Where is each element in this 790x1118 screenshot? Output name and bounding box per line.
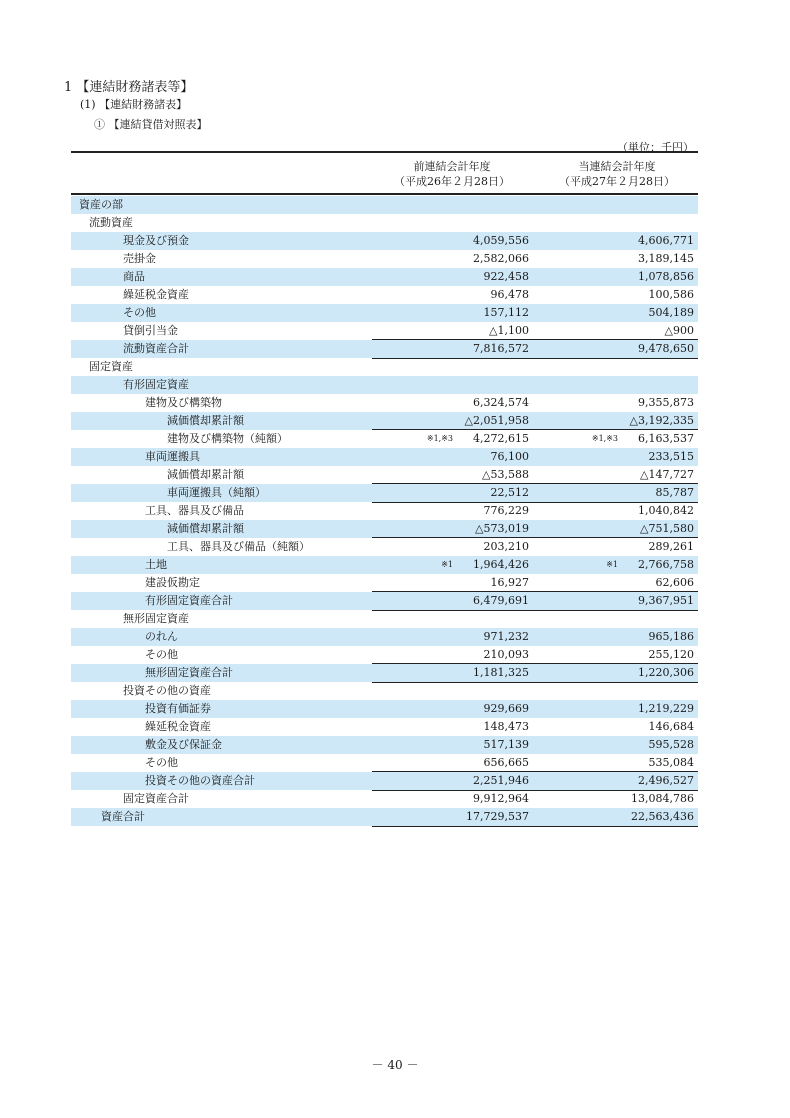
prior-value: 7,816,572 — [473, 342, 529, 355]
balance-sheet-table — [71, 196, 698, 826]
prior-value: 6,479,691 — [473, 594, 529, 607]
current-value: 1,219,229 — [638, 702, 694, 715]
column-header-date: （平成27年２月28日） — [559, 175, 675, 188]
row-label: 建設仮勘定 — [145, 576, 200, 589]
prior-value: 203,210 — [483, 540, 529, 553]
current-value: 9,478,650 — [638, 342, 694, 355]
table-row — [71, 574, 698, 592]
header-bottom-rule — [71, 193, 698, 195]
row-label: 建物及び構築物 — [145, 396, 222, 409]
current-value: 9,355,873 — [638, 396, 694, 409]
table-row — [71, 700, 698, 718]
prior-value: 210,093 — [483, 648, 529, 661]
table-row-subtotal — [71, 790, 698, 808]
current-value: 4,606,771 — [638, 234, 694, 247]
prior-value: 929,669 — [483, 702, 529, 715]
prior-value: 148,473 — [483, 720, 529, 733]
row-label: 無形固定資産合計 — [145, 666, 233, 679]
prior-value: 157,112 — [483, 306, 529, 319]
row-label: 資産の部 — [79, 198, 123, 211]
row-label: 有形固定資産 — [123, 378, 189, 391]
row-label: 工具、器具及び備品 — [145, 504, 244, 517]
column-header-title: 当連結会計年度 — [578, 160, 656, 173]
table-row — [71, 214, 698, 232]
row-label: 繰延税金資産 — [145, 720, 211, 733]
table-row — [71, 736, 698, 754]
prior-value: 517,139 — [483, 738, 529, 751]
row-label: 固定資産 — [89, 360, 133, 373]
current-value: 595,528 — [648, 738, 694, 751]
current-value: 3,189,145 — [638, 252, 694, 265]
row-label: 売掛金 — [123, 252, 156, 265]
row-label: 敷金及び保証金 — [145, 738, 222, 751]
table-row-total — [71, 808, 698, 826]
table-row — [71, 196, 698, 214]
current-value: 255,120 — [648, 648, 694, 661]
column-header-date: （平成26年２月28日） — [394, 175, 510, 188]
table-row-subtotal — [71, 664, 698, 682]
current-value: 9,367,951 — [638, 594, 694, 607]
prior-value: 922,458 — [483, 270, 529, 283]
current-value: △3,192,335 — [629, 414, 694, 427]
table-row-subtotal — [71, 340, 698, 358]
row-label: その他 — [123, 306, 156, 319]
table-row — [71, 286, 698, 304]
prior-value: △2,051,958 — [464, 414, 529, 427]
table-row — [71, 268, 698, 286]
subsection-heading: (1) 【連結財務諸表】 — [80, 98, 188, 111]
table-row — [71, 412, 698, 430]
table-row-subtotal — [71, 592, 698, 610]
row-label: 有形固定資産合計 — [145, 594, 233, 607]
prior-value: 1,964,426 — [473, 558, 529, 571]
current-value: 289,261 — [648, 540, 694, 553]
unit-label: （単位：千円） — [617, 141, 694, 154]
row-label: 減価償却累計額 — [167, 522, 244, 535]
table-row — [71, 232, 698, 250]
current-value: 965,186 — [648, 630, 694, 643]
row-label: 車両運搬具 — [145, 450, 200, 463]
row-label: 流動資産 — [89, 216, 133, 229]
row-label: 工具、器具及び備品（純額） — [167, 540, 310, 553]
table-row — [71, 502, 698, 520]
prior-value: 22,512 — [490, 486, 529, 499]
table-row — [71, 754, 698, 772]
row-label: 固定資産合計 — [123, 792, 189, 805]
row-label: 減価償却累計額 — [167, 414, 244, 427]
table-row — [71, 304, 698, 322]
column-header-current-year — [537, 159, 697, 189]
prior-value: 17,729,537 — [466, 810, 529, 823]
prior-value: 1,181,325 — [473, 666, 529, 679]
current-value: △900 — [664, 324, 694, 337]
current-value: 535,084 — [648, 756, 694, 769]
table-row-subtotal — [71, 538, 698, 556]
table-row-subtotal — [71, 772, 698, 790]
prior-value: 6,324,574 — [473, 396, 529, 409]
prior-value: 76,100 — [490, 450, 529, 463]
current-value: △147,727 — [640, 468, 694, 481]
row-label: その他 — [145, 756, 178, 769]
row-label: 貸倒引当金 — [123, 324, 178, 337]
table-row — [71, 466, 698, 484]
row-label: 流動資産合計 — [123, 342, 189, 355]
prior-value: 16,927 — [490, 576, 529, 589]
footnote-ref: ※1 — [441, 560, 453, 569]
row-label: 資産合計 — [101, 810, 145, 823]
current-value: 2,496,527 — [638, 774, 694, 787]
prior-value: 971,232 — [483, 630, 529, 643]
row-label: その他 — [145, 648, 178, 661]
table-row — [71, 556, 698, 574]
current-value: 62,606 — [655, 576, 694, 589]
row-label: 車両運搬具（純額） — [167, 486, 266, 499]
row-label: 建物及び構築物（純額） — [167, 432, 288, 445]
column-header-prior-year — [372, 159, 532, 189]
table-row — [71, 250, 698, 268]
column-header-title: 前連結会計年度 — [413, 160, 491, 173]
table-row — [71, 448, 698, 466]
current-value: 1,040,842 — [638, 504, 694, 517]
prior-value: 2,582,066 — [473, 252, 529, 265]
current-value: 100,586 — [648, 288, 694, 301]
table-row — [71, 628, 698, 646]
statement-title: ① 【連結貸借対照表】 — [94, 118, 208, 131]
table-row — [71, 682, 698, 700]
current-value: 146,684 — [648, 720, 694, 733]
footnote-ref: ※1,※3 — [426, 434, 453, 443]
prior-value: 96,478 — [490, 288, 529, 301]
current-value: 2,766,758 — [638, 558, 694, 571]
row-label: 投資有価証券 — [145, 702, 211, 715]
prior-value: △53,588 — [482, 468, 529, 481]
row-label: のれん — [145, 630, 178, 643]
row-label: 繰延税金資産 — [123, 288, 189, 301]
prior-value: 4,059,556 — [473, 234, 529, 247]
prior-value: 9,912,964 — [473, 792, 529, 805]
table-row — [71, 646, 698, 664]
current-value: 85,787 — [655, 486, 694, 499]
table-row — [71, 718, 698, 736]
current-value: 1,078,856 — [638, 270, 694, 283]
table-row — [71, 394, 698, 412]
current-value: △751,580 — [640, 522, 694, 535]
page-number: － 40 － — [371, 1058, 419, 1072]
section-heading: 1 【連結財務諸表等】 — [64, 80, 194, 95]
row-label: 無形固定資産 — [123, 612, 189, 625]
row-label: 投資その他の資産 — [123, 684, 211, 697]
row-label: 土地 — [145, 558, 167, 571]
prior-value: 656,665 — [483, 756, 529, 769]
current-value: 13,084,786 — [631, 792, 694, 805]
current-value: 6,163,537 — [638, 432, 694, 445]
row-label: 減価償却累計額 — [167, 468, 244, 481]
prior-value: △573,019 — [475, 522, 529, 535]
current-value: 1,220,306 — [638, 666, 694, 679]
table-row — [71, 358, 698, 376]
footnote-ref: ※1 — [606, 560, 618, 569]
prior-value: 776,229 — [483, 504, 529, 517]
prior-value: △1,100 — [489, 324, 529, 337]
row-label: 投資その他の資産合計 — [145, 774, 255, 787]
table-row — [71, 520, 698, 538]
row-label: 現金及び預金 — [123, 234, 189, 247]
table-row — [71, 610, 698, 628]
table-row-subtotal — [71, 430, 698, 448]
row-label: 商品 — [123, 270, 145, 283]
table-top-rule — [71, 151, 698, 153]
prior-value: 4,272,615 — [473, 432, 529, 445]
table-row — [71, 376, 698, 394]
table-row-subtotal — [71, 484, 698, 502]
footnote-ref: ※1,※3 — [591, 434, 618, 443]
current-value: 233,515 — [648, 450, 694, 463]
table-row — [71, 322, 698, 340]
prior-value: 2,251,946 — [473, 774, 529, 787]
current-value: 504,189 — [648, 306, 694, 319]
current-value: 22,563,436 — [631, 810, 694, 823]
